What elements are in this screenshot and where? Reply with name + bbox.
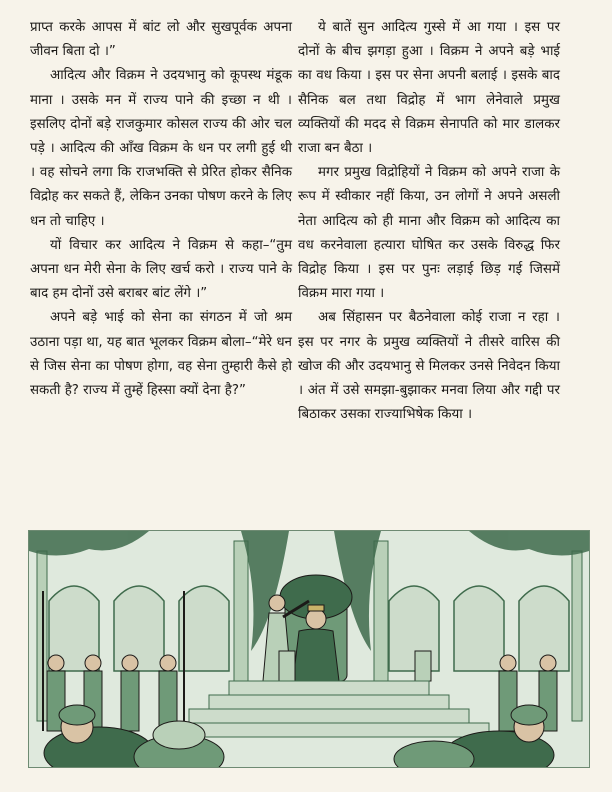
text-column-left [30, 16, 292, 403]
paragraph: अपने बड़े भाई को सेना का संगठन में जो श्रम उठाना पड़ा था, यह बात भूलकर विक्रम बोला–“मेरे धन से जिस सेना का पोषण होगा, वह सेना तुम्हारी कैसे हो सकती है? राज्य में तुम्हें हिस्सा क्यों देना है?” [30, 310, 292, 399]
paragraph: यों विचार कर आदित्य ने विक्रम से कहा–“तुम अपना धन मेरी सेना के लिए खर्च करो । राज्य पाने के बाद हम दोनों उसे बराबर बांट लेंगे ।” [30, 237, 292, 302]
coronation-illustration [28, 530, 590, 768]
text-column-right [298, 16, 560, 427]
paragraph: प्राप्त करके आपस में बांट लो और सुखपूर्वक अपना जीवन बिता दो ।” [30, 20, 292, 60]
paragraph: ये बातें सुन आदित्य गुस्से में आ गया । इस पर दोनों के बीच झगड़ा हुआ । विक्रम ने अपने बड़े भाई का वध किया । इस पर सेना अपनी बलाई । इसके बाद सैनिक बल तथा विद्रोह में भाग लेनेवाले प्रमुख व्यक्तियों की मदद से विक्रम सेनापति को मार डालकर राजा बन बैठा । [298, 20, 560, 157]
paragraph: अब सिंहासन पर बैठनेवाला कोई राजा न रहा । इस पर नगर के प्रमुख व्यक्तियों ने तीसरे वारिस की खोज की और उदयभानु से मिलकर उनसे निवेदन किया । अंत में उसे समझा-बुझाकर मनवा लिया और गद्दी पर बिठाकर उसका राज्याभिषेक किया । [298, 310, 560, 423]
paragraph: आदित्य और विक्रम ने उदयभानु को कूपस्थ मंडूक माना । उसके मन में राज्य पाने की इच्छा न थी । इसलिए दोनों बड़े राजकुमार कोसल राज्य की ओर चल पड़े । आदित्य की आँख विक्रम के धन पर लगी हुई थी । वह सोचने लगा कि राजभक्ति से प्रेरित होकर सैनिक विद्रोह कर सकते हैं, लेकिन उनका पोषण करने के लिए धन तो चाहिए । [30, 68, 292, 229]
paragraph: मगर प्रमुख विद्रोहियों ने विक्रम को अपने राजा के रूप में स्वीकार नहीं किया, उन लोगों ने अपने असली नेता आदित्य को ही माना और विक्रम को आदित्य का वध करनेवाला हत्यारा घोषित कर उसके विरुद्ध फिर विद्रोह किया । इस पर पुनः लड़ाई छिड़ गई जिसमें विक्रम मारा गया । [298, 165, 560, 302]
